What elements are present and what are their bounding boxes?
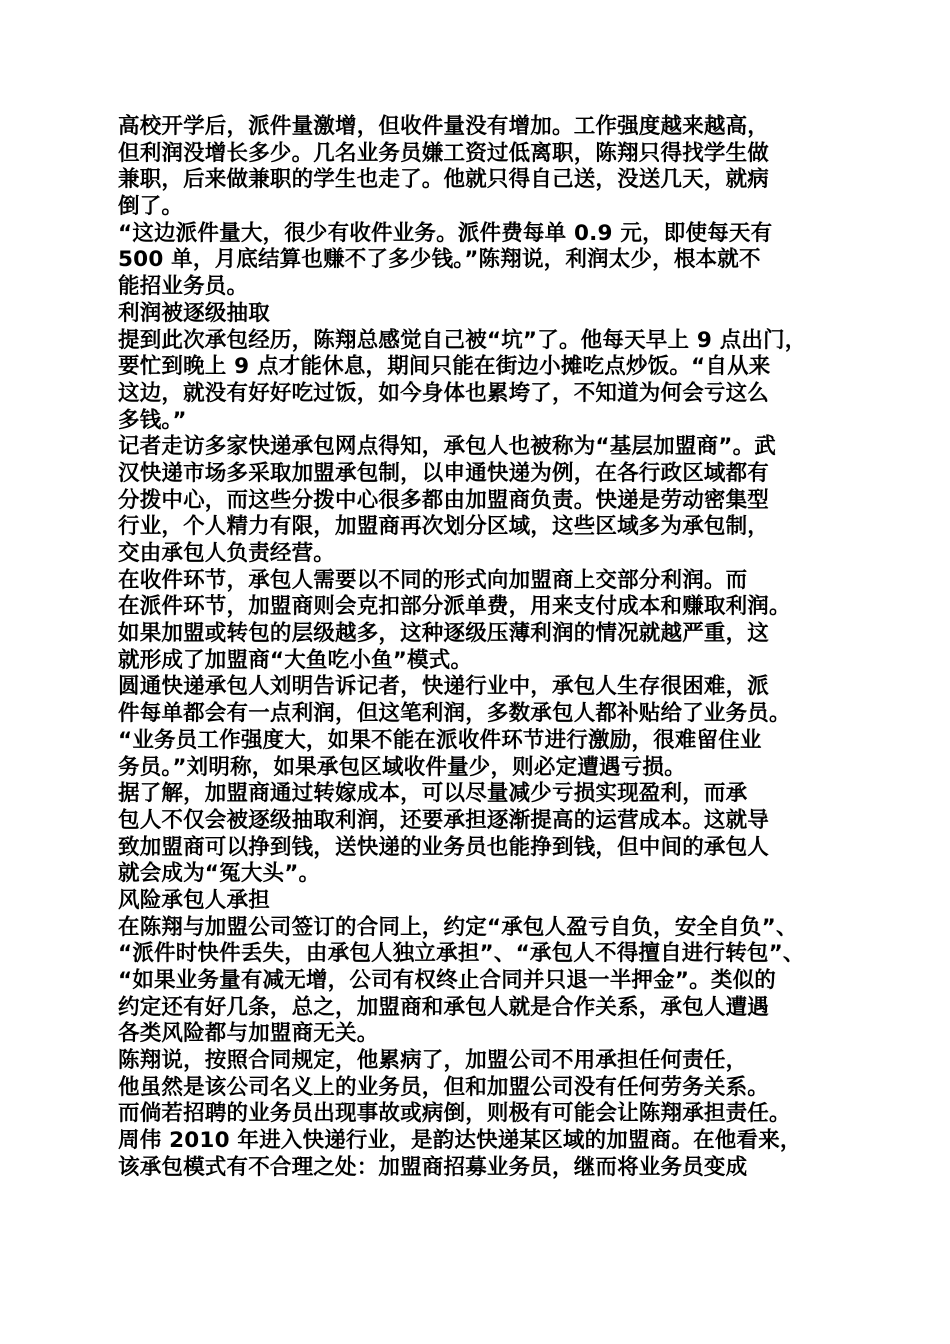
text-line: 致加盟商可以挣到钱，送快递的业务员也能挣到钱，但中间的承包人 xyxy=(118,834,770,860)
text-line: 在派件环节，加盟商则会克扣部分派单费，用来支付成本和赚取利润。 xyxy=(118,594,791,620)
text-line: 务员。”刘明称，如果承包区域收件量少，则必定遭遇亏损。 xyxy=(118,754,686,780)
text-line: 分拨中心，而这些分拨中心很多都由加盟商负责。快递是劳动密集型 xyxy=(118,487,770,513)
text-line: 能招业务员。 xyxy=(118,274,249,300)
text-line: 而倘若招聘的业务员出现事故或病倒，则极有可能会让陈翔承担责任。 xyxy=(118,1101,791,1127)
text-line: 高校开学后，派件量激增，但收件量没有增加。工作强度越来越高， xyxy=(118,114,770,139)
text-line: 兼职，后来做兼职的学生也走了。他就只得自己送，没送几天，就病 xyxy=(118,167,770,193)
text-line: 各类风险都与加盟商无关。 xyxy=(118,1021,379,1047)
text-line: 要忙到晚上 9 点才能休息，期间只能在街边小摊吃点炒饭。“自从来 xyxy=(118,354,771,380)
text-line: 就会成为“冤大头”。 xyxy=(118,861,321,887)
text-line: 多钱。” xyxy=(118,407,187,433)
text-line: 在陈翔与加盟公司签订的合同上，约定“承包人盈亏自负，安全自负”、 xyxy=(118,914,798,940)
text-line: 行业，个人精力有限，加盟商再次划分区域，这些区域多为承包制， xyxy=(118,514,770,540)
text-line: “这边派件量大，很少有收件业务。派件费每单 0.9 元，即使每天有 xyxy=(118,220,773,246)
text-line: 圆通快递承包人刘明告诉记者，快递行业中，承包人生存很困难，派 xyxy=(118,674,770,700)
text-line: 陈翔说，按照合同规定，他累病了，加盟公司不用承担任何责任， xyxy=(118,1048,748,1074)
text-line: 交由承包人负责经营。 xyxy=(118,541,336,566)
text-line: 他虽然是该公司名义上的业务员，但和加盟公司没有任何劳务关系。 xyxy=(118,1074,770,1100)
text-line: 在收件环节，承包人需要以不同的形式向加盟商上交部分利润。而 xyxy=(118,567,748,593)
section-heading: 利润被逐级抽取 xyxy=(118,300,270,326)
text-line: 但利润没增长多少。几名业务员嫌工资过低离职，陈翔只得找学生做 xyxy=(118,140,770,166)
text-line: 周伟 2010 年进入快递行业，是韵达快递某区域的加盟商。在他看来， xyxy=(118,1128,802,1154)
text-line: 约定还有好几条，总之，加盟商和承包人就是合作关系，承包人遭遇 xyxy=(118,994,770,1020)
text-line: 如果加盟或转包的层级越多，这种逐级压薄利润的情况就越严重，这 xyxy=(118,621,770,647)
body-text xyxy=(118,114,848,1182)
text-line: 汉快递市场多采取加盟承包制，以申通快递为例，在各行政区域都有 xyxy=(118,460,770,486)
text-line: 件每单都会有一点利润，但这笔利润，多数承包人都补贴给了业务员。 xyxy=(118,701,791,727)
text-line: 该承包模式有不合理之处：加盟商招募业务员，继而将业务员变成 xyxy=(118,1154,748,1180)
text-line: 就形成了加盟商“大鱼吃小鱼”模式。 xyxy=(118,647,473,673)
text-line: 500 单，月底结算也赚不了多少钱。”陈翔说，利润太少，根本就不 xyxy=(118,247,761,273)
section-heading: 风险承包人承担 xyxy=(118,887,270,913)
text-line: 包人不仅会被逐级抽取利润，还要承担逐渐提高的运营成本。这就导 xyxy=(118,807,770,833)
text-line: 提到此次承包经历，陈翔总感觉自己被“坑”了。他每天早上 9 点出门， xyxy=(118,327,807,353)
text-line: “业务员工作强度大，如果不能在派收件环节进行激励，很难留住业 xyxy=(118,727,762,753)
text-line: 记者走访多家快递承包网点得知，承包人也被称为“基层加盟商”。武 xyxy=(118,434,776,460)
text-line: “如果业务量有减无增，公司有权终止合同并只退一半押金”。类似的 xyxy=(118,968,776,993)
text-line: 据了解，加盟商通过转嫁成本，可以尽量减少亏损实现盈利，而承 xyxy=(118,781,748,807)
text-line: 这边，就没有好好吃过饭，如今身体也累垮了，不知道为何会亏这么 xyxy=(118,380,770,406)
text-line: 倒了。 xyxy=(118,194,184,220)
text-line: “派件时快件丢失，由承包人独立承担”、“承包人不得擅自进行转包”、 xyxy=(118,941,805,967)
